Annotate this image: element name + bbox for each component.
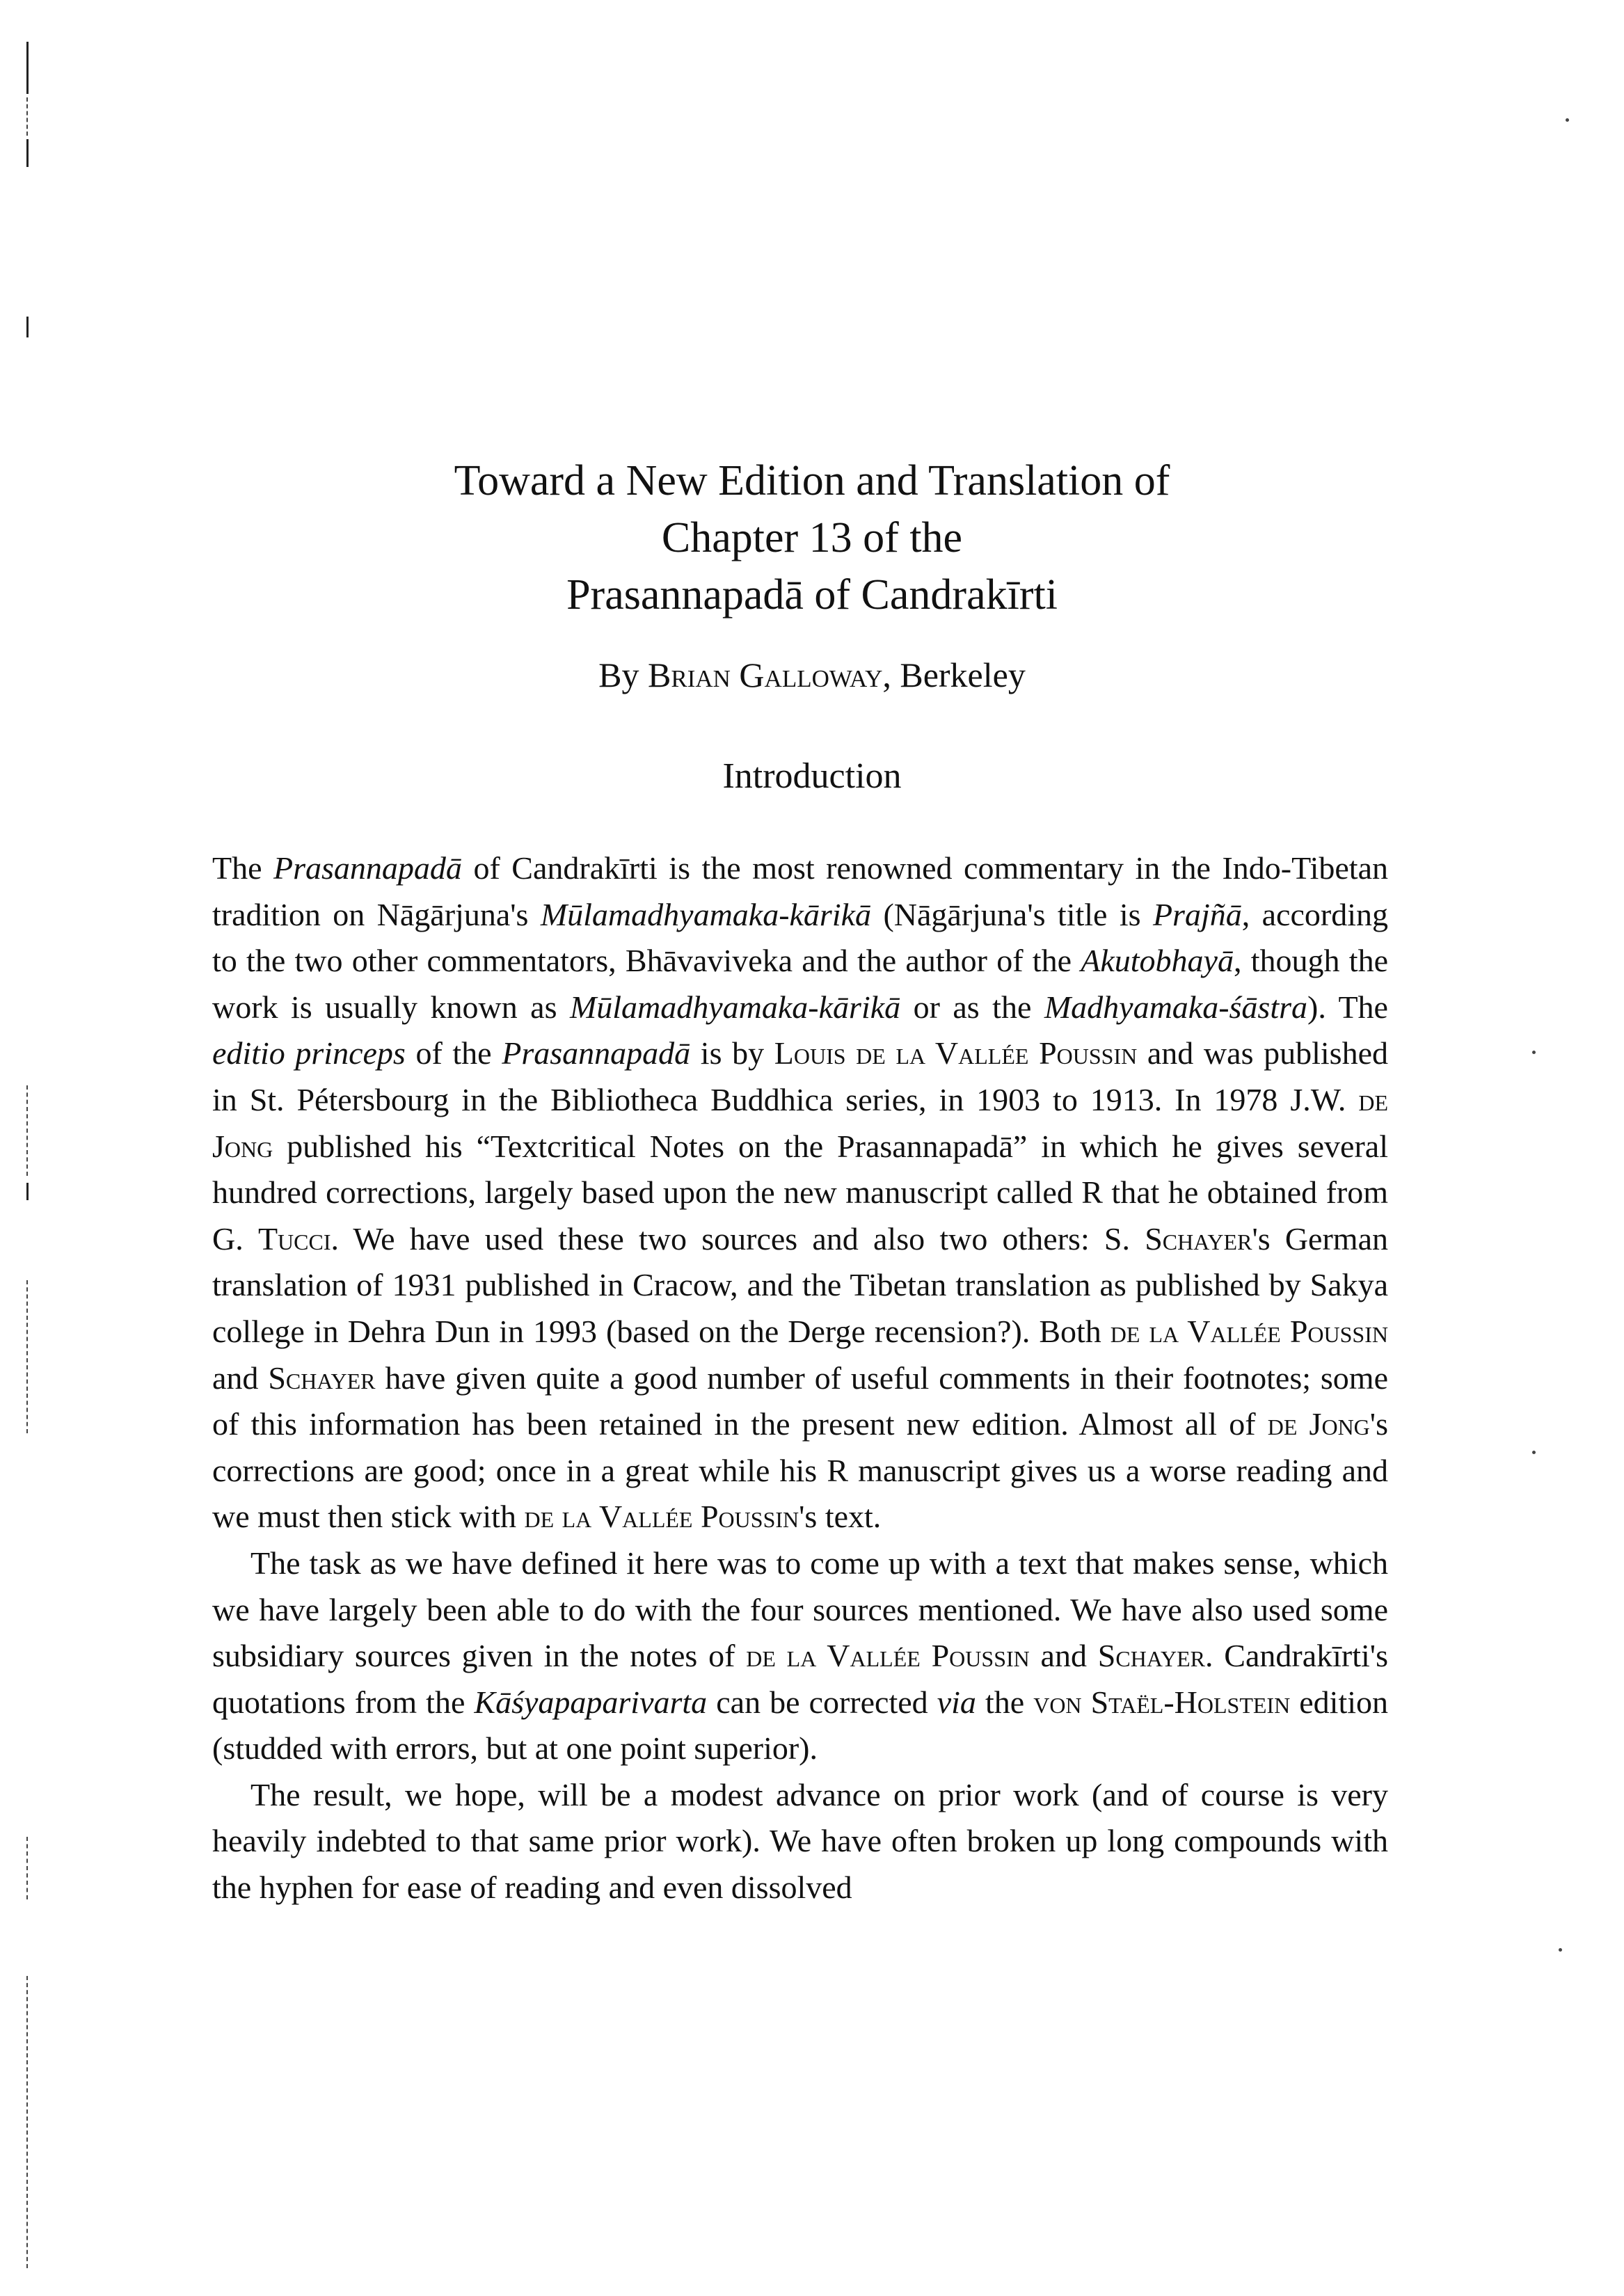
smallcaps-name: de Jong — [212, 1081, 1388, 1164]
italic-term: Madhyamaka-śāstra — [1044, 989, 1308, 1025]
title-line: Prasannapadā of Candrakīrti — [566, 571, 1058, 619]
text-run: and — [212, 1360, 269, 1396]
smallcaps-name: Schayer — [1097, 1638, 1205, 1674]
paragraph-3 — [212, 1772, 1388, 1911]
text-run: . Candrakīrti's quotations from the — [212, 1638, 1388, 1720]
italic-term: Prasannapadā — [502, 1035, 691, 1071]
text-run: 's German translation of 1931 published in Cracow, and the Tibetan translation as published by Sakya college in Dehra Dun in 1993 (based on the Derge recension?). Both — [212, 1220, 1388, 1349]
text-run: the — [976, 1684, 1034, 1720]
scan-edge-mark — [26, 97, 29, 136]
scan-edge-mark — [26, 1837, 29, 1899]
italic-term: editio princeps — [212, 1035, 406, 1071]
text-run: (Nāgārjuna's title is — [871, 896, 1153, 932]
italic-term: Prajñā — [1152, 896, 1242, 932]
text-run: published his “Textcritical Notes on the Prasannapadā” in which he gives several hundred corrections, largely based upon the new manuscript called R that he obtained from G. — [212, 1128, 1388, 1257]
article-title — [0, 452, 1624, 623]
italic-term: Akutobhayā — [1081, 943, 1234, 979]
text-run: 's text. — [799, 1499, 882, 1535]
body-text — [212, 845, 1388, 1911]
scan-speck — [1532, 1451, 1536, 1454]
text-run: . We have used these two sources and also two others: S. — [331, 1220, 1145, 1257]
italic-term: Kāśyapaparivarta — [474, 1684, 708, 1720]
smallcaps-name: Schayer — [268, 1360, 376, 1396]
scan-edge-mark — [26, 1976, 29, 2268]
scan-speck — [1559, 1948, 1562, 1952]
byline-prefix: By — [598, 655, 648, 694]
smallcaps-name: de Jong — [1267, 1406, 1370, 1442]
scan-speck — [1532, 1051, 1536, 1054]
author-name: Brian Galloway — [648, 655, 883, 694]
text-run: have given quite a good number of useful comments in their footnotes; some of this information has been retained in the present new edition. Almost all of — [212, 1360, 1389, 1442]
scan-edge-mark — [26, 1280, 29, 1433]
italic-term: Mūlamadhyamaka-kārikā — [540, 896, 872, 932]
scan-edge-mark — [26, 42, 29, 94]
text-run: , according to the two other commentators, Bhāvaviveka and the author of the — [212, 896, 1388, 979]
italic-term: via — [937, 1684, 976, 1720]
smallcaps-name: de la Vallée Poussin — [1110, 1313, 1388, 1349]
text-run: or as the — [900, 989, 1044, 1025]
smallcaps-name: von Staël-Holstein — [1033, 1684, 1291, 1720]
text-run: The result, we hope, will be a modest advance on prior work (and of course is very heavily indebted to that same prior work). We have often broken up long compounds with the hyphen for ease of reading and even dissolved — [212, 1776, 1388, 1906]
author-byline — [0, 654, 1624, 696]
text-run: is by — [690, 1035, 774, 1071]
text-run: , though the work is usually known as — [212, 943, 1388, 1025]
smallcaps-name: Tucci — [257, 1220, 331, 1257]
text-run: The — [212, 850, 274, 886]
scan-edge-mark — [26, 1183, 29, 1200]
smallcaps-name: Schayer — [1145, 1220, 1252, 1257]
title-line: Chapter 13 of the — [661, 514, 963, 561]
scan-speck — [1566, 118, 1569, 122]
text-run: and — [1029, 1638, 1098, 1674]
title-line: Toward a New Edition and Translation of — [454, 457, 1170, 504]
paragraph-2 — [212, 1540, 1388, 1772]
text-run: of the — [405, 1035, 502, 1071]
text-run: of Candrakīrti is the most renowned commentary in the Indo-Tibetan tradition on Nāgārjuna's — [212, 850, 1388, 932]
text-run: 's corrections are good; once in a great while his R manuscript gives us a worse reading and we must then stick with — [212, 1406, 1388, 1535]
scan-edge-mark — [26, 139, 29, 167]
author-location: , Berkeley — [882, 655, 1026, 694]
text-run: can be corrected — [707, 1684, 937, 1720]
scan-edge-mark — [26, 317, 29, 337]
smallcaps-name: de la Vallée Poussin — [524, 1499, 799, 1535]
paragraph-1 — [212, 845, 1388, 1540]
smallcaps-name: de la Vallée Poussin — [746, 1638, 1030, 1674]
smallcaps-name: Louis de la Vallée Poussin — [774, 1035, 1138, 1071]
text-run: The task as we have defined it here was to come up with a text that makes sense, which we have largely been able to do with the four sources mentioned. We have also used some subsidiary sources given in the notes of — [212, 1545, 1388, 1674]
section-heading: Introduction — [722, 756, 902, 796]
text-run: and was published in St. Pétersbourg in the Bibliotheca Buddhica series, in 1903 to 1913. In 1978 J.W. — [212, 1035, 1388, 1117]
italic-term: Prasannapadā — [273, 850, 462, 886]
italic-term: Mūlamadhyamaka-kārikā — [569, 989, 901, 1025]
text-run: edition (studded with errors, but at one point superior). — [212, 1684, 1389, 1767]
text-run: ). The — [1307, 989, 1388, 1025]
scan-edge-mark — [26, 1085, 29, 1176]
